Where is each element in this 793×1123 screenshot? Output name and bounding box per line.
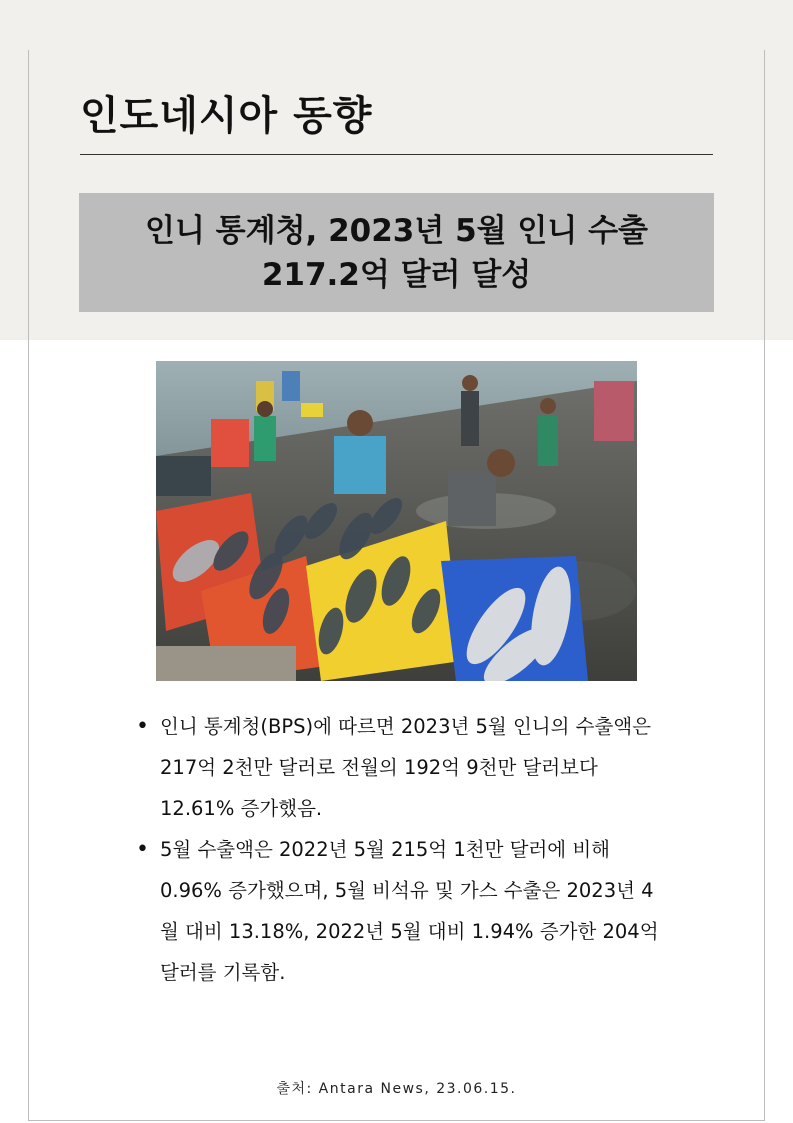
page-title: 인도네시아 동향 (80, 93, 373, 139)
headline (145, 209, 648, 297)
fish-market-photo-illustration (156, 361, 637, 681)
bullet-item: • 5월 수출액은 2022년 5월 215억 1천만 달러에 비해 0.96% 증가했으며, 5월 비석유 및 가스 수출은 2023년 4월 대비 13.18%, 2022년 5월 대비 1.94% 증가한 204억 달러를 기록함. (136, 829, 666, 993)
fish-market-photo (156, 361, 637, 681)
headline-line-2: 217.2억 달러 달성 (261, 256, 532, 293)
headline-line-1: 인니 통계청, 2023년 5월 인니 수출 (145, 212, 648, 249)
title-divider (80, 154, 713, 155)
headline-box (79, 193, 714, 312)
source-citation: 출처: Antara News, 23.06.15. (276, 1081, 517, 1097)
bullet-item: • 인니 통계청(BPS)에 따르면 2023년 5월 인니의 수출액은 217억 2천만 달러로 전월의 192억 9천만 달러보다 12.61% 증가했음. (136, 706, 666, 829)
bullet-list (136, 706, 666, 993)
